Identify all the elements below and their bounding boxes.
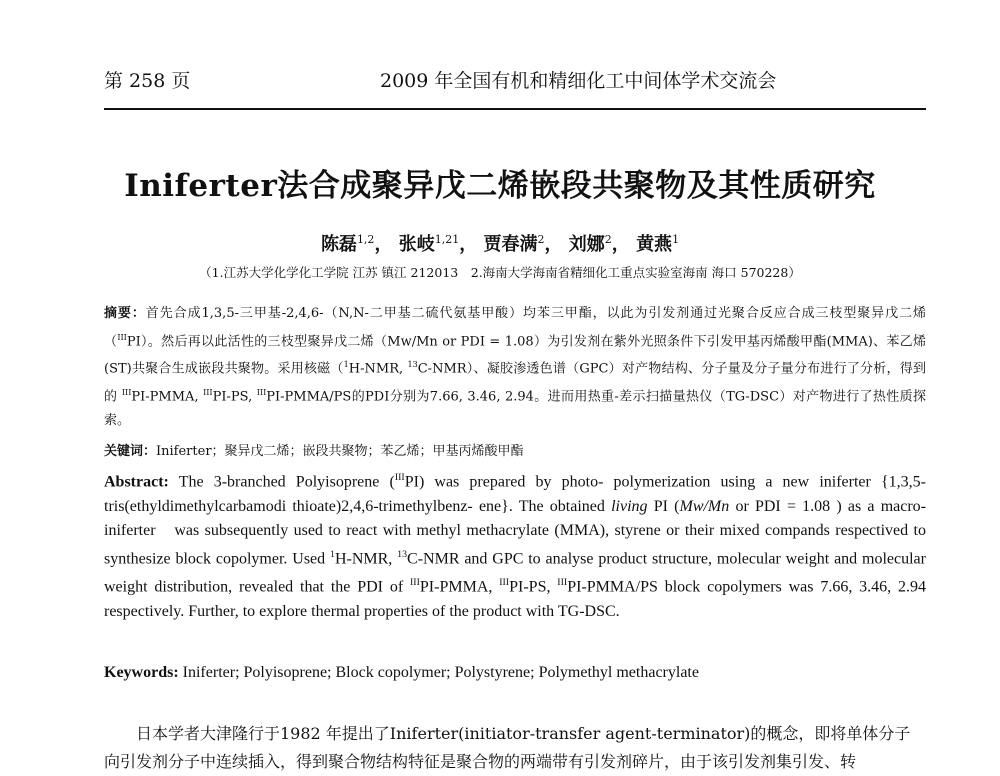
english-abstract: Abstract: The 3-branched Polyisoprene ($^{III}$PI) was prepared by photo- polymerization using a new iniferter {1,3,5-tris(ethyldimethylcarbamodi thioate)2,4,6-trimethylbenz- ene}. The obtained living PI (Mw/Mn or PDI = 1.08 ) as a macro-iniferter was subsequently used to react with methyl methacrylate (MMA), styrene or their mixed compands respectived to synthesize block copolymer. Used $^1$H-NMR, $^{13}$C-NMR and GPC to analyse product structure, molecular weight and molecular weight distribution, revealed that the PDI of $^{III}$PI-PMMA, $^{III}$PI-PS, $^{III}$PI-PMMA/PS block copolymers was 7.66, 3.46, 2.94 respectively. Further, to explore thermal properties of the product with TG-DSC. (104, 472, 927, 620)
author-affiliation-mark: 2 (537, 233, 545, 246)
author-name: 贾春满 (483, 234, 538, 255)
author-affiliation-mark: 2 (604, 233, 612, 246)
english-keywords-label: Keywords: (104, 664, 179, 681)
chinese-keywords-label: 关键词： (104, 444, 157, 459)
english-abstract-label: Abstract: (104, 473, 169, 491)
chinese-keywords: 关键词：Iniferter；聚异戊二烯；嵌段共聚物；苯乙烯；甲基丙烯酸甲酯 (104, 444, 524, 459)
affiliation-line: （1.江苏大学化学化工学院 江苏 镇江 212013 2.海南大学海南省精细化工重点实验室海南 海口 570228） (199, 265, 801, 280)
author-name: 黄燕 (636, 234, 673, 255)
author-affiliation-mark: 1,21 (434, 233, 460, 246)
author-name: 陈磊 (320, 234, 357, 255)
author-affiliation-mark: 1 (672, 233, 680, 246)
running-header (104, 66, 926, 98)
page-number: 第 258 页 (104, 70, 191, 92)
english-keywords: Keywords: Iniferter; Polyisoprene; Block copolymer; Polystyrene; Polymethyl methacrylate (104, 664, 699, 681)
chinese-abstract-label: 摘要： (104, 306, 146, 321)
author-name: 刘娜 (568, 234, 605, 255)
body-intro-paragraph: 日本学者大津隆行于1982 年提出了Iniferter(initiator-transfer agent-terminator)的概念，即将单体分子向引发剂分子中连续插入，得到聚合物结构特征是聚合物的两端带有引发剂碎片，由于该引发剂集引发、转 (104, 724, 911, 771)
author-list: 陈磊$^{1,2}$， 张岐$^{1,21}$， 贾春满$^2$， 刘娜$^2$， 黄燕$^1$ (320, 233, 680, 255)
conference-title: 2009 年全国有机和精细化工中间体学术交流会 (380, 70, 777, 92)
paper-title: Iniferter法合成聚异戊二烯嵌段共聚物及其性质研究 (124, 168, 876, 204)
author-name: 张岐 (398, 234, 435, 255)
author-affiliation-mark: 1,2 (356, 233, 375, 246)
chinese-abstract: 摘要：首先合成1,3,5-三甲基-2,4,6-（N,N-二甲基二硫代氨基甲酸）均苯三甲酯，以此为引发剂通过光聚合反应合成三枝型聚异戊二烯（$^{III}$PI）。然后再以此活性的三枝型聚异戊二烯（Mw/Mn or PDI = 1.08）为引发剂在紫外光照条件下引发甲基丙烯酸甲酯(MMA)、苯乙烯(ST)共聚合生成嵌段共聚物。采用核磁（$^1$H-NMR, $^{13}$C-NMR）、凝胶渗透色谱（GPC）对产物结构、分子量及分子量分布进行了分析，得到的 $^{III}$PI-PMMA, $^{III}$PI-PS, $^{III}$PI-PMMA/PS的PDI分别为7.66, 3.46, 2.94。进而用热重-差示扫描量热仪（TG-DSC）对产物进行了热性质探索。 (104, 306, 927, 428)
header-rule (104, 108, 926, 110)
